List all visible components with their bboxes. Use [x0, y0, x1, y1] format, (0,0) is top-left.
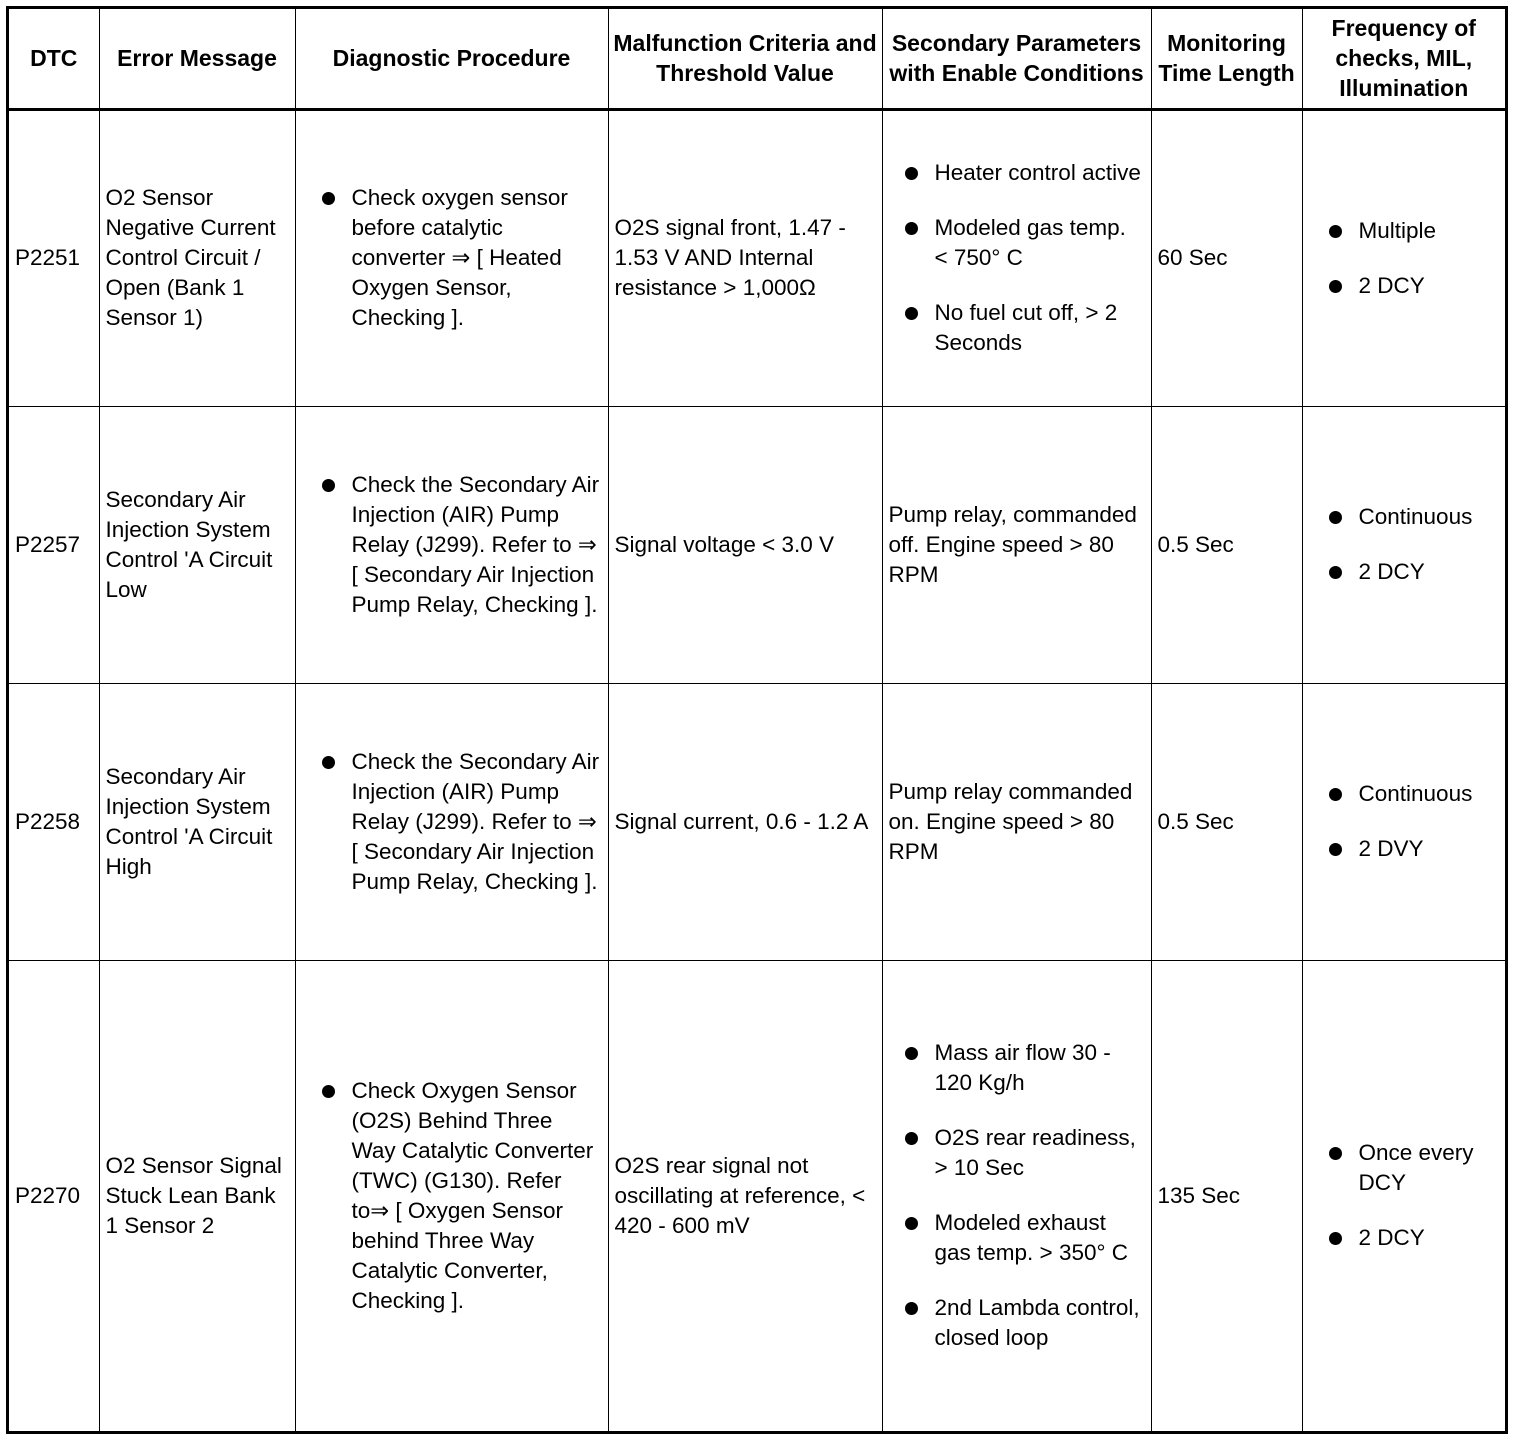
- list-item: [889, 1208, 1145, 1268]
- frequency: [1302, 683, 1505, 960]
- procedure-text: Check the Secondary Air Injection (AIR) Pump Relay (J299). Refer to ⇒ [ Secondary Air Injection Pump Relay, Checking ].: [351, 471, 600, 617]
- monitoring-time: 0.5 Sec: [1151, 406, 1302, 683]
- header-malfunction-criteria: Malfunction Criteria and Threshold Value: [608, 9, 882, 109]
- header-row: [9, 9, 1505, 109]
- frequency-text: 2 DCY: [1358, 1225, 1425, 1251]
- bullet-icon: [1329, 843, 1342, 856]
- parameter-text: 2nd Lambda control, closed loop: [934, 1295, 1140, 1351]
- bullet-icon: [322, 1085, 335, 1098]
- bullet-icon: [905, 307, 918, 320]
- dtc-code: P2257: [9, 406, 99, 683]
- list-item: [302, 1076, 602, 1316]
- procedure-text: Check the Secondary Air Injection (AIR) Pump Relay (J299). Refer to ⇒ [ Secondary Air Injection Pump Relay, Checking ].: [351, 748, 600, 894]
- error-message: Secondary Air Injection System Control 'A Circuit High: [99, 683, 295, 960]
- list-item: [1309, 834, 1500, 864]
- bullet-icon: [905, 1132, 918, 1145]
- malfunction-criteria: Signal current, 0.6 - 1.2 A: [608, 683, 882, 960]
- header-dtc: DTC: [9, 9, 99, 109]
- bullet-icon: [1329, 511, 1342, 524]
- parameter-text: Modeled gas temp. < 750° C: [934, 215, 1126, 270]
- bullet-icon: [905, 167, 918, 180]
- diagnostic-procedure: [295, 109, 608, 406]
- bullet-icon: [1329, 225, 1342, 238]
- table-row: [9, 960, 1505, 1431]
- malfunction-criteria: Signal voltage < 3.0 V: [608, 406, 882, 683]
- diagnostic-procedure: [295, 683, 608, 960]
- frequency: [1302, 109, 1505, 406]
- frequency-text: 2 DCY: [1358, 272, 1425, 298]
- dtc-table-page: [6, 6, 1508, 1434]
- bullet-icon: [322, 479, 335, 492]
- list-item: [889, 158, 1145, 188]
- frequency: [1302, 960, 1505, 1431]
- list-item: [1309, 1223, 1500, 1253]
- frequency-text: 2 DVY: [1358, 836, 1424, 861]
- list-item: [302, 470, 602, 620]
- parameter-text: Heater control active: [934, 160, 1141, 185]
- list-item: [1309, 1138, 1500, 1198]
- bullet-icon: [1329, 788, 1342, 801]
- list-item: [1309, 557, 1500, 587]
- list-item: [1309, 216, 1500, 246]
- header-secondary-parameters: Secondary Parameters with Enable Conditions: [882, 9, 1151, 109]
- procedure-text: Check oxygen sensor before catalytic converter ⇒ [ Heated Oxygen Sensor, Checking ].: [351, 185, 568, 330]
- list-item: [889, 298, 1145, 358]
- diagnostic-procedure: [295, 960, 608, 1431]
- table-row: [9, 109, 1505, 406]
- list-item: [889, 213, 1145, 273]
- list-item: [1309, 502, 1500, 532]
- diagnostic-procedure: [295, 406, 608, 683]
- parameter-text: Modeled exhaust gas temp. > 350° C: [934, 1210, 1128, 1266]
- bullet-icon: [1329, 1147, 1342, 1160]
- parameter-text: No fuel cut off, > 2 Seconds: [934, 300, 1118, 355]
- error-message: O2 Sensor Negative Current Control Circuit / Open (Bank 1 Sensor 1): [99, 109, 295, 406]
- secondary-parameters: Pump relay, commanded off. Engine speed > 80 RPM: [882, 406, 1151, 683]
- secondary-parameters: Pump relay commanded on. Engine speed > 80 RPM: [882, 683, 1151, 960]
- monitoring-time: 135 Sec: [1151, 960, 1302, 1431]
- dtc-code: P2270: [9, 960, 99, 1431]
- secondary-parameters: [882, 109, 1151, 406]
- table-row: [9, 683, 1505, 960]
- list-item: [1309, 779, 1500, 809]
- dtc-code: P2251: [9, 109, 99, 406]
- parameter-text: Mass air flow 30 - 120 Kg/h: [934, 1040, 1111, 1096]
- header-frequency: Frequency of checks, MIL, Illumination: [1302, 9, 1505, 109]
- procedure-text: Check Oxygen Sensor (O2S) Behind Three Way Catalytic Converter (TWC) (G130). Refer to⇒ [ Oxygen Sensor behind Three Way Catalytic Converter, Checking ].: [351, 1077, 594, 1313]
- dtc-table: [9, 9, 1505, 1431]
- error-message: O2 Sensor Signal Stuck Lean Bank 1 Sensor 2: [99, 960, 295, 1431]
- list-item: [1309, 271, 1500, 301]
- monitoring-time: 0.5 Sec: [1151, 683, 1302, 960]
- malfunction-criteria: O2S signal front, 1.47 - 1.53 V AND Internal resistance > 1,000Ω: [608, 109, 882, 406]
- table-row: [9, 406, 1505, 683]
- list-item: [889, 1038, 1145, 1098]
- bullet-icon: [1329, 566, 1342, 579]
- secondary-parameters: [882, 960, 1151, 1431]
- frequency-text: Continuous: [1358, 781, 1473, 806]
- header-error-message: Error Message: [99, 9, 295, 109]
- list-item: [889, 1293, 1145, 1353]
- frequency-text: Multiple: [1358, 217, 1437, 243]
- bullet-icon: [905, 222, 918, 235]
- malfunction-criteria: O2S rear signal not oscillating at reference, < 420 - 600 mV: [608, 960, 882, 1431]
- frequency-text: Once every DCY: [1358, 1140, 1474, 1196]
- list-item: [889, 1123, 1145, 1183]
- frequency-text: Continuous: [1358, 504, 1473, 529]
- list-item: [302, 747, 602, 897]
- list-item: [302, 183, 602, 333]
- bullet-icon: [1329, 280, 1342, 293]
- monitoring-time: 60 Sec: [1151, 109, 1302, 406]
- bullet-icon: [905, 1217, 918, 1230]
- frequency-text: 2 DCY: [1358, 559, 1425, 584]
- bullet-icon: [905, 1302, 918, 1315]
- bullet-icon: [322, 192, 335, 205]
- bullet-icon: [322, 756, 335, 769]
- header-diagnostic-procedure: Diagnostic Procedure: [295, 9, 608, 109]
- header-monitoring-time: Monitoring Time Length: [1151, 9, 1302, 109]
- error-message: Secondary Air Injection System Control 'A Circuit Low: [99, 406, 295, 683]
- dtc-code: P2258: [9, 683, 99, 960]
- parameter-text: O2S rear readiness, > 10 Sec: [934, 1125, 1136, 1181]
- frequency: [1302, 406, 1505, 683]
- bullet-icon: [1329, 1232, 1342, 1245]
- bullet-icon: [905, 1047, 918, 1060]
